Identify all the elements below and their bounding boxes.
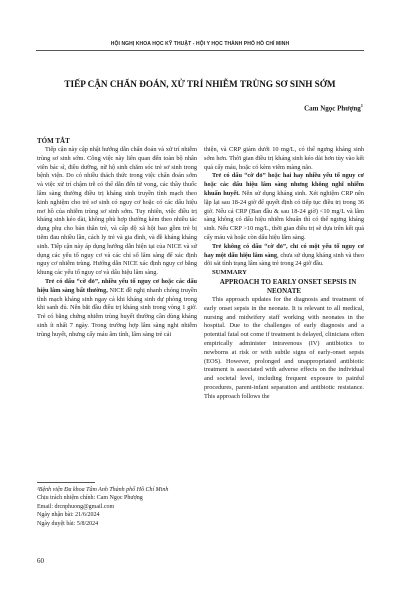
right-column bbox=[204, 146, 364, 402]
abstract-vi-paragraph-2-lead: Trẻ có dấu “cờ đỏ”, nhiều yếu tố nguy cơ hoặc các dấu hiệu lâm sàng bất thường, bbox=[37, 277, 197, 294]
abstract-vi-paragraph-2-text: NICE đề nghị nhanh chóng truyền tĩnh mạch kháng sinh ngay cả khi kháng sinh dự phòng trong khi sanh đủ. Nên bắt đầu điều trị kháng sinh trong vòng 1 giờ. Trẻ có bằng chứng nhiễm trùng huyết thường cần dùng kháng sinh ít nhất 7 ngày. Trong trường hợp lâm sàng nghi nhiễm trùng huyết, nhưng cấy máu âm tính, lâm sàng trẻ cải bbox=[37, 286, 198, 338]
abstract-vi-heading: TÓM TẮT bbox=[37, 137, 70, 145]
abstract-vi-paragraph-4 bbox=[204, 243, 364, 269]
author bbox=[304, 103, 363, 112]
abstract-vi-paragraph-1: Tiếp cận này cập nhật hướng dẫn chẩn đoán và xử trí nhiễm trùng sơ sinh sớm. Công việc này liên quan đến toàn bộ nhân viên bác sĩ, điều dưỡng, nữ hộ sinh chăm sóc trẻ sơ sinh trong bệnh viện. Do có nhiều thách thức trong việc chẩn đoán sớm và việc xử trí chậm trễ có thể dẫn đến tử vong, các thầy thuốc lâm sàng thường điều trị kháng sinh truyền tĩnh mạch theo kinh nghiệm cho trẻ sơ sinh có nguy cơ hoặc có các dấu hiệu mơ hồ của nhiễm trùng sơ sinh sớm. Tuy nhiên, việc điều trị kháng sinh kéo dài, không phù hợp thường kèm theo nhiều tác dụng phụ cho bản thân trẻ, và cấp độ xã hội bao gồm trẻ bị tiêm đau nhiều lần, cách ly trẻ và gia đình, và đề kháng kháng sinh. Tiếp cận này áp dụng hướng dẫn hiện tại của NICE và sử dụng các yếu tố nguy cơ và các chỉ số lâm sàng để xác định nguy cơ nhiễm trùng. Hướng dẫn NICE xác định nguy cơ bằng khung các yếu tố nguy cơ và dấu hiệu lâm sàng. bbox=[37, 146, 197, 277]
footnote-rule bbox=[37, 482, 95, 483]
page-number: 60 bbox=[37, 557, 44, 565]
summary-heading: SUMMARY bbox=[212, 269, 247, 277]
journal-header: HỘI NGHỊ KHOA HỌC KỸ THUẬT - HỘI Y HỌC THÀNH PHỐ HỒ CHÍ MINH bbox=[110, 41, 290, 47]
footnotes bbox=[37, 486, 197, 528]
summary-title: APPROACH TO EARLY ONSET SEPSIS IN NEONATE bbox=[219, 277, 357, 295]
abstract-vi-paragraph-3-text: Nên sử dụng kháng sinh. Xét nghiệm CRP nên lặp lại sau 18-24 giờ để quyết định có tiếp tục điều trị trong 36 giờ. Nếu cả CRP (Ban đầu & sau 18-24 giờ) <10 mg/L và lâm sàng không có dấu hiệu nhiễm khuẩn thì có thể ngưng kháng sinh. Nếu CRP >10 mg/L, thời gian điều trị sẽ dựa trên kết quả cấy máu và hoặc còn dấu hiệu lâm sàng. bbox=[204, 189, 364, 241]
footnote-affiliation: ¹Bệnh viện Đa khoa Tâm Anh Thành phố Hồ Chí Minh bbox=[37, 487, 169, 493]
left-column bbox=[37, 146, 197, 340]
article-title: TIẾP CẬN CHẨN ĐOÁN, XỬ TRÍ NHIỄM TRÙNG SƠ SINH SỚM bbox=[64, 79, 336, 89]
author-affiliation-mark: 1 bbox=[360, 103, 363, 108]
abstract-vi-paragraph-4-lead: Trẻ không có dấu “cờ đỏ”, chỉ có một yếu tố nguy cơ hay một dấu hiệu lâm sàng bbox=[204, 242, 364, 259]
abstract-vi-paragraph-2-continued: thiện, và CRP giảm dưới 10 mg/L, có thể ngưng kháng sinh sớm hơn. Thời gian điều trị kháng sinh kéo dài hơn tùy vào kết quả cấy máu, hoặc có kèm viêm màng não. bbox=[204, 146, 364, 171]
footnote-corresponding-author: Chịu trách nhiệm chính: Cam Ngọc Phượng bbox=[37, 495, 143, 502]
abstract-vi-paragraph-3-lead: Trẻ có dấu “cờ đỏ” hoặc hai hay nhiều yếu tố nguy cơ hoặc các dấu hiệu lâm sàng nhưng không nghĩ nhiễm khuẩn huyết. bbox=[204, 172, 364, 197]
abstract-vi-paragraph-2 bbox=[37, 278, 197, 340]
author-name: Cam Ngọc Phượng bbox=[304, 104, 361, 113]
abstract-vi-paragraph-3 bbox=[204, 172, 364, 242]
footnote-approved-date: Ngày duyệt bài: 5/8/2024 bbox=[37, 520, 99, 527]
footnote-received-date: Ngày nhận bài: 21/6/2024 bbox=[37, 512, 100, 519]
summary-paragraph: This approach updates for the diagnosis and treatment of early onset sepsis in the neonate. It is relevant to all medical, nursing and midwifery staff working with neonates in the hospital. Due to the challenges of early diagnosis and a potential fatal out come if treatment is delayed, clinicians often empirically administer intravenous (IV) antibiotics to newborns at risk or with subtle signs of early-onset sepsis (EOS). However, prolonged and unappropriated antibiotic treatment is associated with adverse effects on the individual and societal level, including frequent exposure to painful procedures, parent-infant separation and antibiotic resistance. This approach follows the bbox=[204, 295, 364, 400]
abstract-vi-paragraph-4-text: , chưa sử dụng kháng sinh và theo dõi sát tình trạng lâm sàng trẻ trong 24 giờ đầu. bbox=[204, 251, 364, 268]
header-rule bbox=[36, 50, 364, 51]
footnote-email: Email: drcnphuong@gmail.com bbox=[37, 503, 115, 510]
